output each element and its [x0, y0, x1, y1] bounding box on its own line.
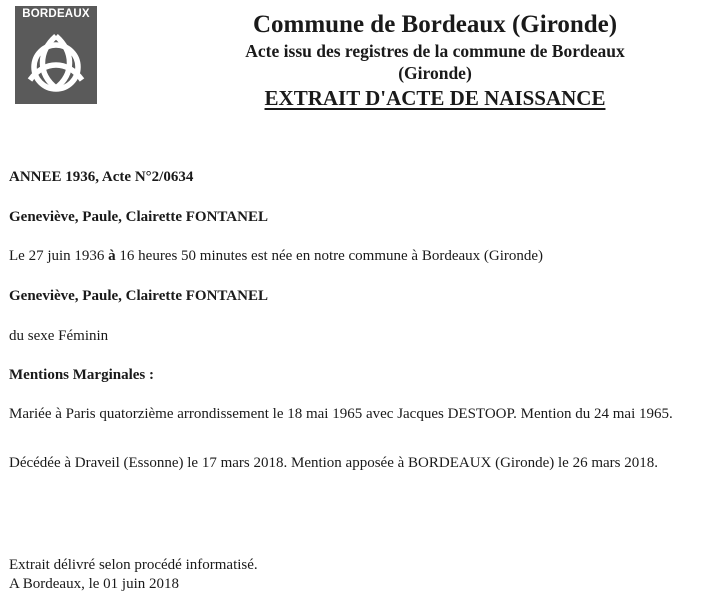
document-footer — [9, 556, 699, 594]
sex-statement: du sexe Féminin — [9, 328, 109, 344]
birth-statement — [9, 247, 699, 266]
triquetra-emblem-icon — [24, 30, 88, 96]
birth-statement-bold-a: à — [108, 248, 116, 264]
marginal-mentions-heading: Mentions Marginales : — [9, 367, 154, 383]
birth-statement-rest: 16 heures 50 minutes est née en notre commune à Bordeaux (Gironde) — [115, 248, 544, 264]
document-type-title: EXTRAIT D'ACTE DE NAISSANCE — [264, 86, 606, 110]
registry-subtitle-line-2: (Gironde) — [398, 63, 472, 83]
delivery-statement: Extrait délivré selon procédé informatisé. — [9, 557, 258, 573]
mention-marriage: Mariée à Paris quatorzième arrondissement le 18 mai 1965 avec Jacques DESTOOP. Mention du 24 mai 1965. — [9, 406, 673, 422]
place-and-date: A Bordeaux, le 01 juin 2018 — [9, 576, 179, 592]
bordeaux-logo — [15, 6, 97, 104]
mention-death: Décédée à Draveil (Essonne) le 17 mars 2018. Mention apposée à BORDEAUX (Gironde) le 26 mars 2018. — [9, 455, 658, 471]
child-name: Geneviève, Paule, Clairette FONTANEL — [9, 209, 268, 225]
registry-subtitle-line-1: Acte issu des registres de la commune de Bordeaux — [245, 41, 625, 61]
commune-title: Commune de Bordeaux (Gironde) — [252, 11, 618, 38]
birth-statement-date: Le 27 juin 1936 — [9, 248, 109, 264]
document-header — [185, 10, 685, 111]
year-act-number: ANNEE 1936, Acte N°2/0634 — [9, 169, 194, 185]
child-name-repeat: Geneviève, Paule, Clairette FONTANEL — [9, 288, 268, 304]
logo-label: BORDEAUX — [22, 8, 90, 20]
